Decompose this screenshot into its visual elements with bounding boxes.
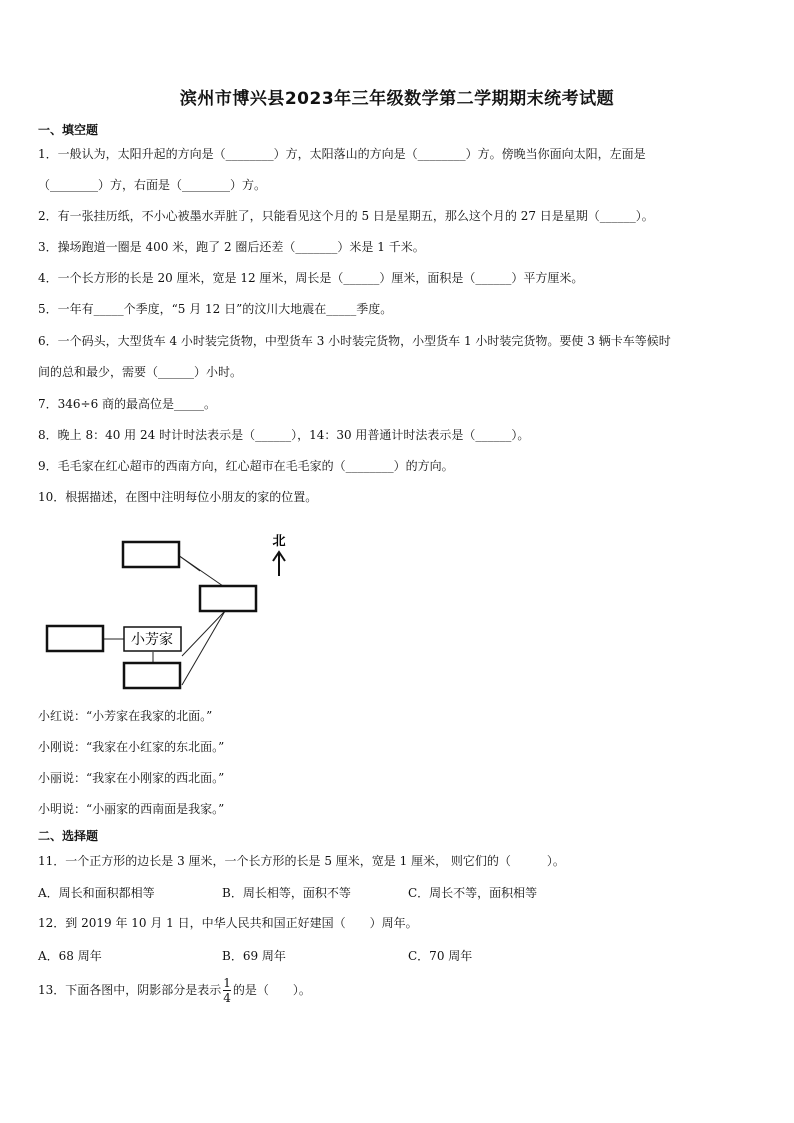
north-label: 北 [272, 534, 286, 549]
section-fill-heading: 一、填空题 [38, 123, 99, 137]
blank-house-box-right [200, 586, 256, 611]
connector-line [182, 611, 225, 656]
question-12: 12．到 2019 年 10 月 1 日，中华人民共和国正好建国（ ）周年。 [38, 916, 418, 930]
blank-house-box-left [47, 626, 103, 651]
question-6-line-2: 间的总和最少，需要（______）小时。 [38, 365, 243, 379]
question-10: 10．根据描述，在图中注明每位小朋友的家的位置。 [38, 490, 318, 504]
question-9: 9．毛毛家在红心超市的西南方向，红心超市在毛毛家的（________）的方向。 [38, 459, 454, 473]
question-13 [38, 975, 760, 1005]
connector-line [182, 611, 225, 685]
connector-line [178, 555, 223, 586]
question-5: 5．一年有_____个季度，“5 月 12 日”的汶川大地震在_____季度。 [38, 302, 393, 316]
question-4: 4．一个长方形的长是 20 厘米，宽是 12 厘米，周长是（______）厘米，面积是（______）平方厘米。 [38, 271, 584, 285]
question-12-option-a: A．68 周年 [38, 949, 102, 963]
question-6-line-1: 6．一个码头，大型货车 4 小时装完货物，中型货车 3 小时装完货物，小型货车 1 小时装完货物。要使 3 辆卡车等候时 [38, 334, 671, 348]
fraction-numerator: 1 [223, 976, 231, 990]
statement-xiaoli: 小丽说：“我家在小刚家的西北面。” [38, 771, 225, 785]
question-12-option-c: C．70 周年 [408, 949, 473, 963]
question-11-option-a: A．周长和面积都相等 [38, 886, 155, 900]
blank-house-box-top [123, 542, 179, 567]
direction-diagram [40, 528, 310, 698]
question-2: 2．有一张挂历纸，不小心被墨水弄脏了，只能看见这个月的 5 日是星期五，那么这个月的 27 日是星期（______）。 [38, 209, 654, 223]
xiaofang-house-label: 小芳家 [131, 632, 173, 648]
statement-xiaohong: 小红说：“小芳家在我家的北面。” [38, 709, 213, 723]
question-1-line-1: 1．一般认为，太阳升起的方向是（________）方，太阳落山的方向是（________）方。傍晚当你面向太阳，左面是 [38, 147, 646, 161]
question-7: 7．346÷6 商的最高位是_____。 [38, 397, 217, 411]
question-1-line-2: （________）方，右面是（________）方。 [38, 178, 267, 192]
question-13-suffix: 的是（ ）。 [232, 983, 311, 997]
question-11-option-b: B．周长相等，面积不等 [222, 886, 351, 900]
fraction-one-quarter [223, 976, 231, 1005]
statement-xiaogang: 小刚说：“我家在小红家的东北面。” [38, 740, 225, 754]
question-13-prefix: 13．下面各图中，阴影部分是表示 [38, 983, 222, 997]
blank-house-box-bottom [124, 663, 180, 688]
question-12-option-b: B．69 周年 [222, 949, 286, 963]
page-title: 滨州市博兴县2023年三年级数学第二学期期末统考试题 [179, 89, 615, 109]
question-8: 8．晚上 8：40 用 24 时计时法表示是（______），14：30 用普通计时法表示是（______）。 [38, 428, 530, 442]
question-11-option-c: C．周长不等，面积相等 [408, 886, 538, 900]
fraction-denominator: 4 [223, 991, 231, 1005]
question-11: 11．一个正方形的边长是 3 厘米，一个长方形的长是 5 厘米，宽是 1 厘米， 则它们的（ ）。 [38, 854, 565, 868]
statement-xiaoming: 小明说：“小丽家的西南面是我家。” [38, 802, 225, 816]
section-choice-heading: 二、选择题 [38, 829, 99, 843]
question-3: 3．操场跑道一圈是 400 米，跑了 2 圈后还差（_______）米是 1 千米。 [38, 240, 425, 254]
